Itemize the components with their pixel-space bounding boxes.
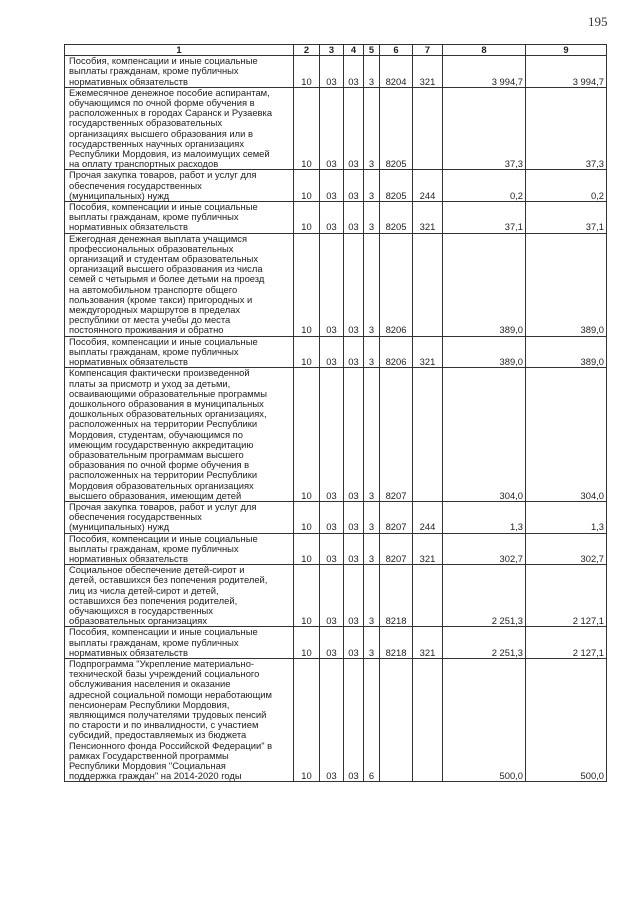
row-description: Компенсация фактически произведенной платы за присмотр и уход за детьми, осваивающими образовательные программы дошкольного образования в муниципальных дошкольных образовательных организациях, расположенных на территории Республики Мордовия, студентам, обучающимся по имеющим государственную аккредитацию образовательным программам высшего образования по очной форме обучения в расположенных на территории Республики Мордовия образовательных организациях высшего образования, имеющим детей: [65, 368, 294, 502]
subsection-code: 03: [320, 565, 344, 627]
row-description: Прочая закупка товаров, работ и услуг для обеспечения государственных (муниципальных) нужд: [65, 170, 294, 202]
amount-executed: 1,3: [526, 501, 607, 533]
subprogram-code: 3: [364, 627, 380, 659]
amount-executed: 37,3: [526, 87, 607, 170]
amount-approved: 2 251,3: [443, 565, 526, 627]
row-description: Пособия, компенсации и иные социальные выплаты гражданам, кроме публичных нормативных обязательств: [65, 336, 294, 368]
expense-type-code: [413, 565, 443, 627]
expense-type-code: 321: [413, 202, 443, 234]
section-code: 10: [294, 368, 320, 502]
target-code: 8205: [380, 170, 413, 202]
table-row: [65, 533, 607, 565]
subsection-code: 03: [320, 368, 344, 502]
subprogram-code: 3: [364, 533, 380, 565]
section-code: 10: [294, 565, 320, 627]
expense-type-code: 321: [413, 56, 443, 88]
subsection-code: 03: [320, 233, 344, 336]
program-code: 03: [344, 658, 364, 781]
amount-approved: 500,0: [443, 658, 526, 781]
amount-approved: 2 251,3: [443, 627, 526, 659]
row-description: Социальное обеспечение детей-сирот и детей, оставшихся без попечения родителей, лиц из числа детей-сирот и детей, оставшихся без попечения родителей, обучающихся в государственных образовательных организациях: [65, 565, 294, 627]
amount-approved: 1,3: [443, 501, 526, 533]
table-row: [65, 170, 607, 202]
target-code: 8206: [380, 336, 413, 368]
section-code: 10: [294, 170, 320, 202]
subsection-code: 03: [320, 56, 344, 88]
table-row: [65, 368, 607, 502]
expense-type-code: 321: [413, 336, 443, 368]
amount-executed: 37,1: [526, 202, 607, 234]
expense-type-code: [413, 233, 443, 336]
column-header: 5: [364, 45, 380, 56]
row-description: Прочая закупка товаров, работ и услуг для обеспечения государственных (муниципальных) нужд: [65, 501, 294, 533]
table-row: [65, 56, 607, 88]
program-code: 03: [344, 336, 364, 368]
amount-executed: 389,0: [526, 233, 607, 336]
subprogram-code: 3: [364, 233, 380, 336]
program-code: 03: [344, 627, 364, 659]
table-row: [65, 658, 607, 781]
table-row: [65, 565, 607, 627]
amount-approved: 389,0: [443, 233, 526, 336]
section-code: 10: [294, 56, 320, 88]
amount-approved: 37,1: [443, 202, 526, 234]
subsection-code: 03: [320, 501, 344, 533]
section-code: 10: [294, 658, 320, 781]
row-description: Ежегодная денежная выплата учащимся профессиональных образовательных организаций и студентам образовательных организаций высшего образования из числа семей с четырьмя и более детьми на проезд на автомобильном транспорте общего пользования (кроме такси) пригородных и междугородных маршрутов в пределах республики от места учебы до места постоянного проживания и обратно: [65, 233, 294, 336]
program-code: 03: [344, 170, 364, 202]
amount-approved: 302,7: [443, 533, 526, 565]
column-header: 1: [65, 45, 294, 56]
subprogram-code: 3: [364, 87, 380, 170]
subsection-code: 03: [320, 87, 344, 170]
subsection-code: 03: [320, 627, 344, 659]
subsection-code: 03: [320, 170, 344, 202]
table-row: [65, 336, 607, 368]
column-header: 8: [443, 45, 526, 56]
page-number: 195: [588, 14, 608, 29]
table-row: [65, 627, 607, 659]
subprogram-code: 3: [364, 565, 380, 627]
expense-type-code: 244: [413, 501, 443, 533]
row-description: Пособия, компенсации и иные социальные выплаты гражданам, кроме публичных нормативных обязательств: [65, 202, 294, 234]
amount-approved: 37,3: [443, 87, 526, 170]
subsection-code: 03: [320, 533, 344, 565]
section-code: 10: [294, 87, 320, 170]
program-code: 03: [344, 565, 364, 627]
target-code: [380, 658, 413, 781]
amount-executed: 2 127,1: [526, 565, 607, 627]
target-code: 8205: [380, 202, 413, 234]
subprogram-code: 3: [364, 170, 380, 202]
subsection-code: 03: [320, 658, 344, 781]
expense-type-code: 244: [413, 170, 443, 202]
amount-approved: 389,0: [443, 336, 526, 368]
column-header: 6: [380, 45, 413, 56]
table-row: [65, 233, 607, 336]
column-header: 7: [413, 45, 443, 56]
row-description: Пособия, компенсации и иные социальные выплаты гражданам, кроме публичных нормативных обязательств: [65, 627, 294, 659]
section-code: 10: [294, 202, 320, 234]
amount-approved: 3 994,7: [443, 56, 526, 88]
program-code: 03: [344, 202, 364, 234]
section-code: 10: [294, 627, 320, 659]
expense-type-code: [413, 87, 443, 170]
row-description: Подпрограмма "Укрепление материально- технической базы учреждений социального обслуживания населения и оказание адресной социальной помощи неработающим пенсионерам Республики Мордовия, являющимся получателями трудовых пенсий по старости и по инвалидности, с участием субсидий, предоставляемых из бюджета Пенсионного фонда Российской Федерации" в рамках Государственной программы Республики Мордовия "Социальная поддержка граждан" на 2014-2020 годы: [65, 658, 294, 781]
expense-type-code: [413, 658, 443, 781]
target-code: 8205: [380, 87, 413, 170]
budget-table: [64, 44, 607, 782]
subprogram-code: 3: [364, 202, 380, 234]
program-code: 03: [344, 533, 364, 565]
subprogram-code: 3: [364, 56, 380, 88]
amount-executed: 302,7: [526, 533, 607, 565]
subprogram-code: 3: [364, 336, 380, 368]
subprogram-code: 3: [364, 368, 380, 502]
program-code: 03: [344, 56, 364, 88]
subsection-code: 03: [320, 336, 344, 368]
target-code: 8207: [380, 533, 413, 565]
amount-approved: 304,0: [443, 368, 526, 502]
table-row: [65, 202, 607, 234]
program-code: 03: [344, 233, 364, 336]
column-header: 3: [320, 45, 344, 56]
column-header: 2: [294, 45, 320, 56]
amount-approved: 0,2: [443, 170, 526, 202]
section-code: 10: [294, 336, 320, 368]
column-header: 9: [526, 45, 607, 56]
table-header-row: [65, 45, 607, 56]
column-header: 4: [344, 45, 364, 56]
expense-type-code: 321: [413, 533, 443, 565]
table-row: [65, 501, 607, 533]
section-code: 10: [294, 501, 320, 533]
section-code: 10: [294, 533, 320, 565]
program-code: 03: [344, 501, 364, 533]
target-code: 8206: [380, 233, 413, 336]
amount-executed: 304,0: [526, 368, 607, 502]
table-row: [65, 87, 607, 170]
amount-executed: 2 127,1: [526, 627, 607, 659]
section-code: 10: [294, 233, 320, 336]
expense-type-code: [413, 368, 443, 502]
amount-executed: 0,2: [526, 170, 607, 202]
subsection-code: 03: [320, 202, 344, 234]
amount-executed: 389,0: [526, 336, 607, 368]
target-code: 8207: [380, 501, 413, 533]
program-code: 03: [344, 87, 364, 170]
program-code: 03: [344, 368, 364, 502]
target-code: 8218: [380, 565, 413, 627]
row-description: Ежемесячное денежное пособие аспирантам, обучающимся по очной форме обучения в расположенных в городах Саранск и Рузаевка государственных образовательных организациях высшего образования или в государственных научных организациях Республики Мордовия, из малоимущих семей на оплату транспортных расходов: [65, 87, 294, 170]
row-description: Пособия, компенсации и иные социальные выплаты гражданам, кроме публичных нормативных обязательств: [65, 533, 294, 565]
subprogram-code: 6: [364, 658, 380, 781]
target-code: 8207: [380, 368, 413, 502]
target-code: 8204: [380, 56, 413, 88]
row-description: Пособия, компенсации и иные социальные выплаты гражданам, кроме публичных нормативных обязательств: [65, 56, 294, 88]
subprogram-code: 3: [364, 501, 380, 533]
expense-type-code: 321: [413, 627, 443, 659]
target-code: 8218: [380, 627, 413, 659]
amount-executed: 500,0: [526, 658, 607, 781]
amount-executed: 3 994,7: [526, 56, 607, 88]
